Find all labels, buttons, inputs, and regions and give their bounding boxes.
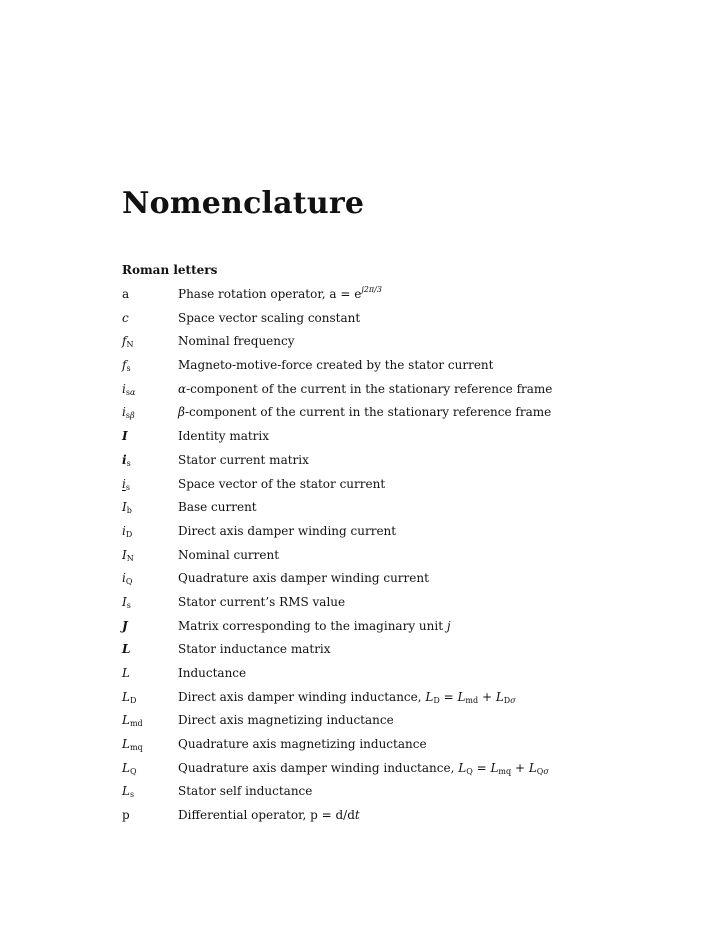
nomenclature-entry-L-matrix [122,641,642,665]
nomenclature-entry-i-s-alpha [122,381,642,405]
description: Identity matrix [178,429,270,444]
symbol: $L_Q$ [122,760,137,776]
nomenclature-entry-L [122,665,642,689]
page-title: Nomenclature [122,186,365,221]
symbol: $I_N$ [122,547,134,563]
nomenclature-entry-J [122,618,642,642]
nomenclature-entry-IN [122,547,642,571]
symbol: $I_b$ [122,500,132,516]
symbol: $i_s$ [122,476,130,492]
description: Quadrature axis damper winding current [178,571,429,586]
description: Differential operator, p = d/dt [178,808,360,823]
page [122,0,642,942]
description: Space vector scaling constant [178,310,361,325]
symbol: $L_{mq}$ [122,737,143,753]
nomenclature-entry-Lmq [122,736,642,760]
symbol: $i_D$ [122,523,133,539]
symbol: $i_{s\beta}$ [122,405,135,421]
description: Space vector of the stator current [178,476,386,491]
symbol: $i_{s\alpha}$ [122,381,136,397]
description: Stator self inductance [178,784,313,799]
nomenclature-entry-Ls [122,783,642,807]
nomenclature-entry-Lmd [122,712,642,736]
nomenclature-entry-LD [122,689,642,713]
description: Base current [178,500,257,515]
description: Quadrature axis magnetizing inductance [178,737,427,752]
nomenclature-entry-Is [122,594,642,618]
symbol: $L_D$ [122,689,137,705]
description: Inductance [178,666,247,680]
nomenclature-entry-a [122,286,642,310]
description: Stator inductance matrix [178,642,331,657]
symbol: $i_Q$ [122,571,133,587]
nomenclature-entry-iQ [122,570,642,594]
symbol: a [122,287,130,301]
description: Direct axis magnetizing inductance [178,713,394,728]
symbol: c [122,310,129,325]
nomenclature-entry-c [122,310,642,334]
nomenclature-entry-i-s-beta [122,404,642,428]
description: Matrix corresponding to the imaginary unit j [178,618,451,633]
description: Quadrature axis damper winding inductance, $L_Q = L_{mq} + L_{Q\sigma}$ [178,760,549,776]
description: Nominal current [178,547,280,562]
symbol: $L_s$ [122,784,135,800]
symbol: $f_s$ [122,358,131,374]
description: Stator current’s RMS value [178,594,346,609]
nomenclature-entry-LQ [122,760,642,784]
description: Nominal frequency [178,334,295,349]
nomenclature-entry-is-space-vector [122,476,642,500]
nomenclature-entry-identity-matrix [122,428,642,452]
description: Stator current matrix [178,452,309,467]
symbol: L [122,642,131,657]
nomenclature-entry-is-matrix [122,452,642,476]
symbol: p [122,808,130,823]
symbol: L [122,666,130,680]
symbol: I [122,429,128,444]
description: Magneto-motive-force created by the stator current [178,358,494,373]
nomenclature-entry-fs [122,357,642,381]
formula: $L_D = L_{md} + L_{D\sigma}$ [425,689,516,705]
section-heading-roman-letters: Roman letters [122,263,218,277]
description: β-component of the current in the stationary reference frame [178,405,552,420]
description: Phase rotation operator, $a = e^{j2\pi/3}$ [178,285,382,301]
nomenclature-entry-fN [122,333,642,357]
symbol: $i_s$ [122,452,131,468]
symbol: $f_N$ [122,334,134,350]
description: Direct axis damper winding inductance, $L_D = L_{md} + L_{D\sigma}$ [178,689,516,705]
symbol: $I_s$ [122,594,131,610]
symbol: J [122,618,128,633]
nomenclature-entry-p [122,807,642,831]
nomenclature-entry-iD [122,523,642,547]
formula: $L_Q = L_{mq} + L_{Q\sigma}$ [458,760,549,776]
description: Direct axis damper winding current [178,523,397,538]
nomenclature-entry-Ib [122,499,642,523]
symbol: $L_{md}$ [122,713,143,729]
description: α-component of the current in the stationary reference frame [178,381,553,396]
nomenclature-list [122,286,642,831]
